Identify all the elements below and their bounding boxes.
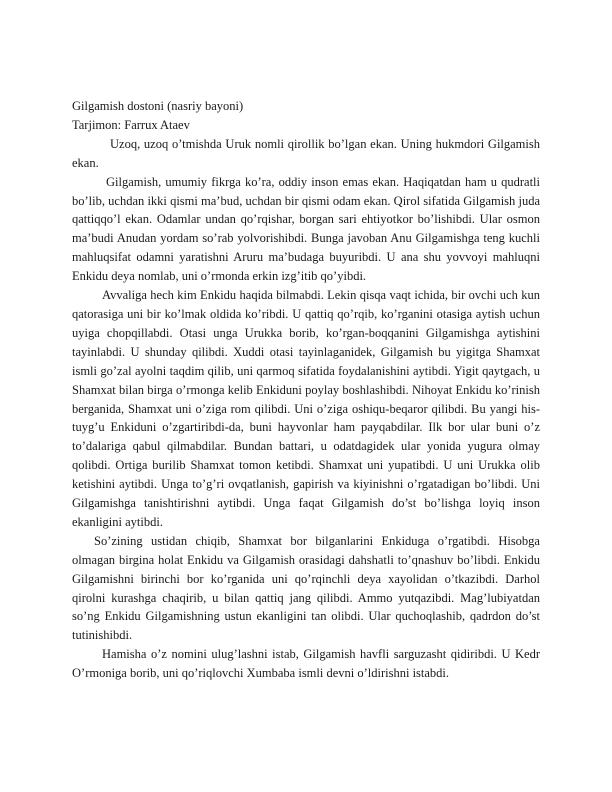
- paragraph: Hamisha o’z nomini ulug’lashni istab, Gilgamish havfli sarguzasht qidiribdi. U Kedr O’rmoniga borib, uni qo’riqlovchi Xumbaba ismli devni o’ldirishni istabdi.: [72, 647, 540, 681]
- document-body: [72, 97, 540, 683]
- paragraph: Avvaliga hech kim Enkidu haqida bilmabdi. Lekin qisqa vaqt ichida, bir ovchi uch kun qatorasiga uni bir ko’lmak oldida ko’ribdi. U qattiq qo’rqib, ko’rganini otasiga aytish uchun uyiga chopqillabdi. Otasi unga Urukka borib, ko’rgan-boqqanini Gilgamishga aytishini tayinlabdi. U shunday qilibdi. Xuddi otasi tayinlaganidek, Gilgamish bu yigitga Shamxat ismli go’zal ayolni taqdim qilib, uni qarmoq sifatida foydalanishini aytibdi. Yigit qaytgach, u Shamxat bilan birga o’rmonga kelib Enkiduni poylay boshlashibdi. Nihoyat Enkidu ko’rinish berganida, Shamxat uni o’ziga rom qilibdi. Uni o’ziga oshiqu-beqaror qilibdi. Bu yangi his-tuyg’u Enkiduni o’zgartiribdi-da, buni hayvonlar ham payqabdilar. Ilk bor ular buni o’z to’dalariga qabul qilmabdilar. Bundan battari, u odatdagidek ular yonida yugura olmay qolibdi. Ortiga burilib Shamxat tomon ketibdi. Shamxat uni yupatibdi. U uni Urukka olib ketishini aytibdi. Unga to’g’ri ovqatlanish, gapirish va kiyinishni o’rgatadigan bo’libdi. Uni Gilgamishga tanishtirishni aytibdi. Unga faqat Gilgamish do’st bo’lishga loyiq inson ekanligini aytibdi.: [72, 288, 540, 529]
- paragraph: Gilgamish, umumiy fikrga ko’ra, oddiy inson emas ekan. Haqiqatdan ham u qudratli bo’lib, uchdan ikki qismi ma’bud, uchdan bir qismi odam ekan. Qirol sifatida Gilgamish juda qattiqqo’l ekan. Odamlar undan qo’rqishar, borgan sari ehtiyotkor bo’lishibdi. Ular osmon ma’budi Anudan yordam so’rab yolvorishibdi. Bunga javoban Anu Gilgamishga teng kuchli mahluqsifat odamni yaratishni Aruru ma’budaga buyuribdi. U ana shu yovvoyi mahluqni Enkidu deya nomlab, uni o’rmonda erkin izg’itib qo’yibdi.: [72, 174, 540, 284]
- paragraph: So’zining ustidan chiqib, Shamxat bor bilganlarini Enkiduga o’rgatibdi. Hisobga olmagan birgina holat Enkidu va Gilgamish orasidagi dahshatli to’qnashuv bo’libdi. Enkidu Gilgamishni birinchi bor ko’rganida uni qo’rqinchli deya xayolidan o’tkazibdi. Darhol qirolni kurashga chaqirib, u bilan qattiq jang qilibdi. Ammo yutqazibdi. Mag’lubiyatdan so’ng Enkidu Gilgamishning ustun ekanligini tan olibdi. Ular quchoqlashib, qadrdon do’st tutinishibdi.: [72, 533, 540, 643]
- translator-line: Tarjimon: Farrux Ataev: [72, 117, 190, 132]
- paragraph: Uzoq, uzoq o’tmishda Uruk nomli qirollik bo’lgan ekan. Uning hukmdori Gilgamish ekan.: [72, 136, 540, 170]
- document-title: Gilgamish dostoni (nasriy bayoni): [72, 99, 244, 113]
